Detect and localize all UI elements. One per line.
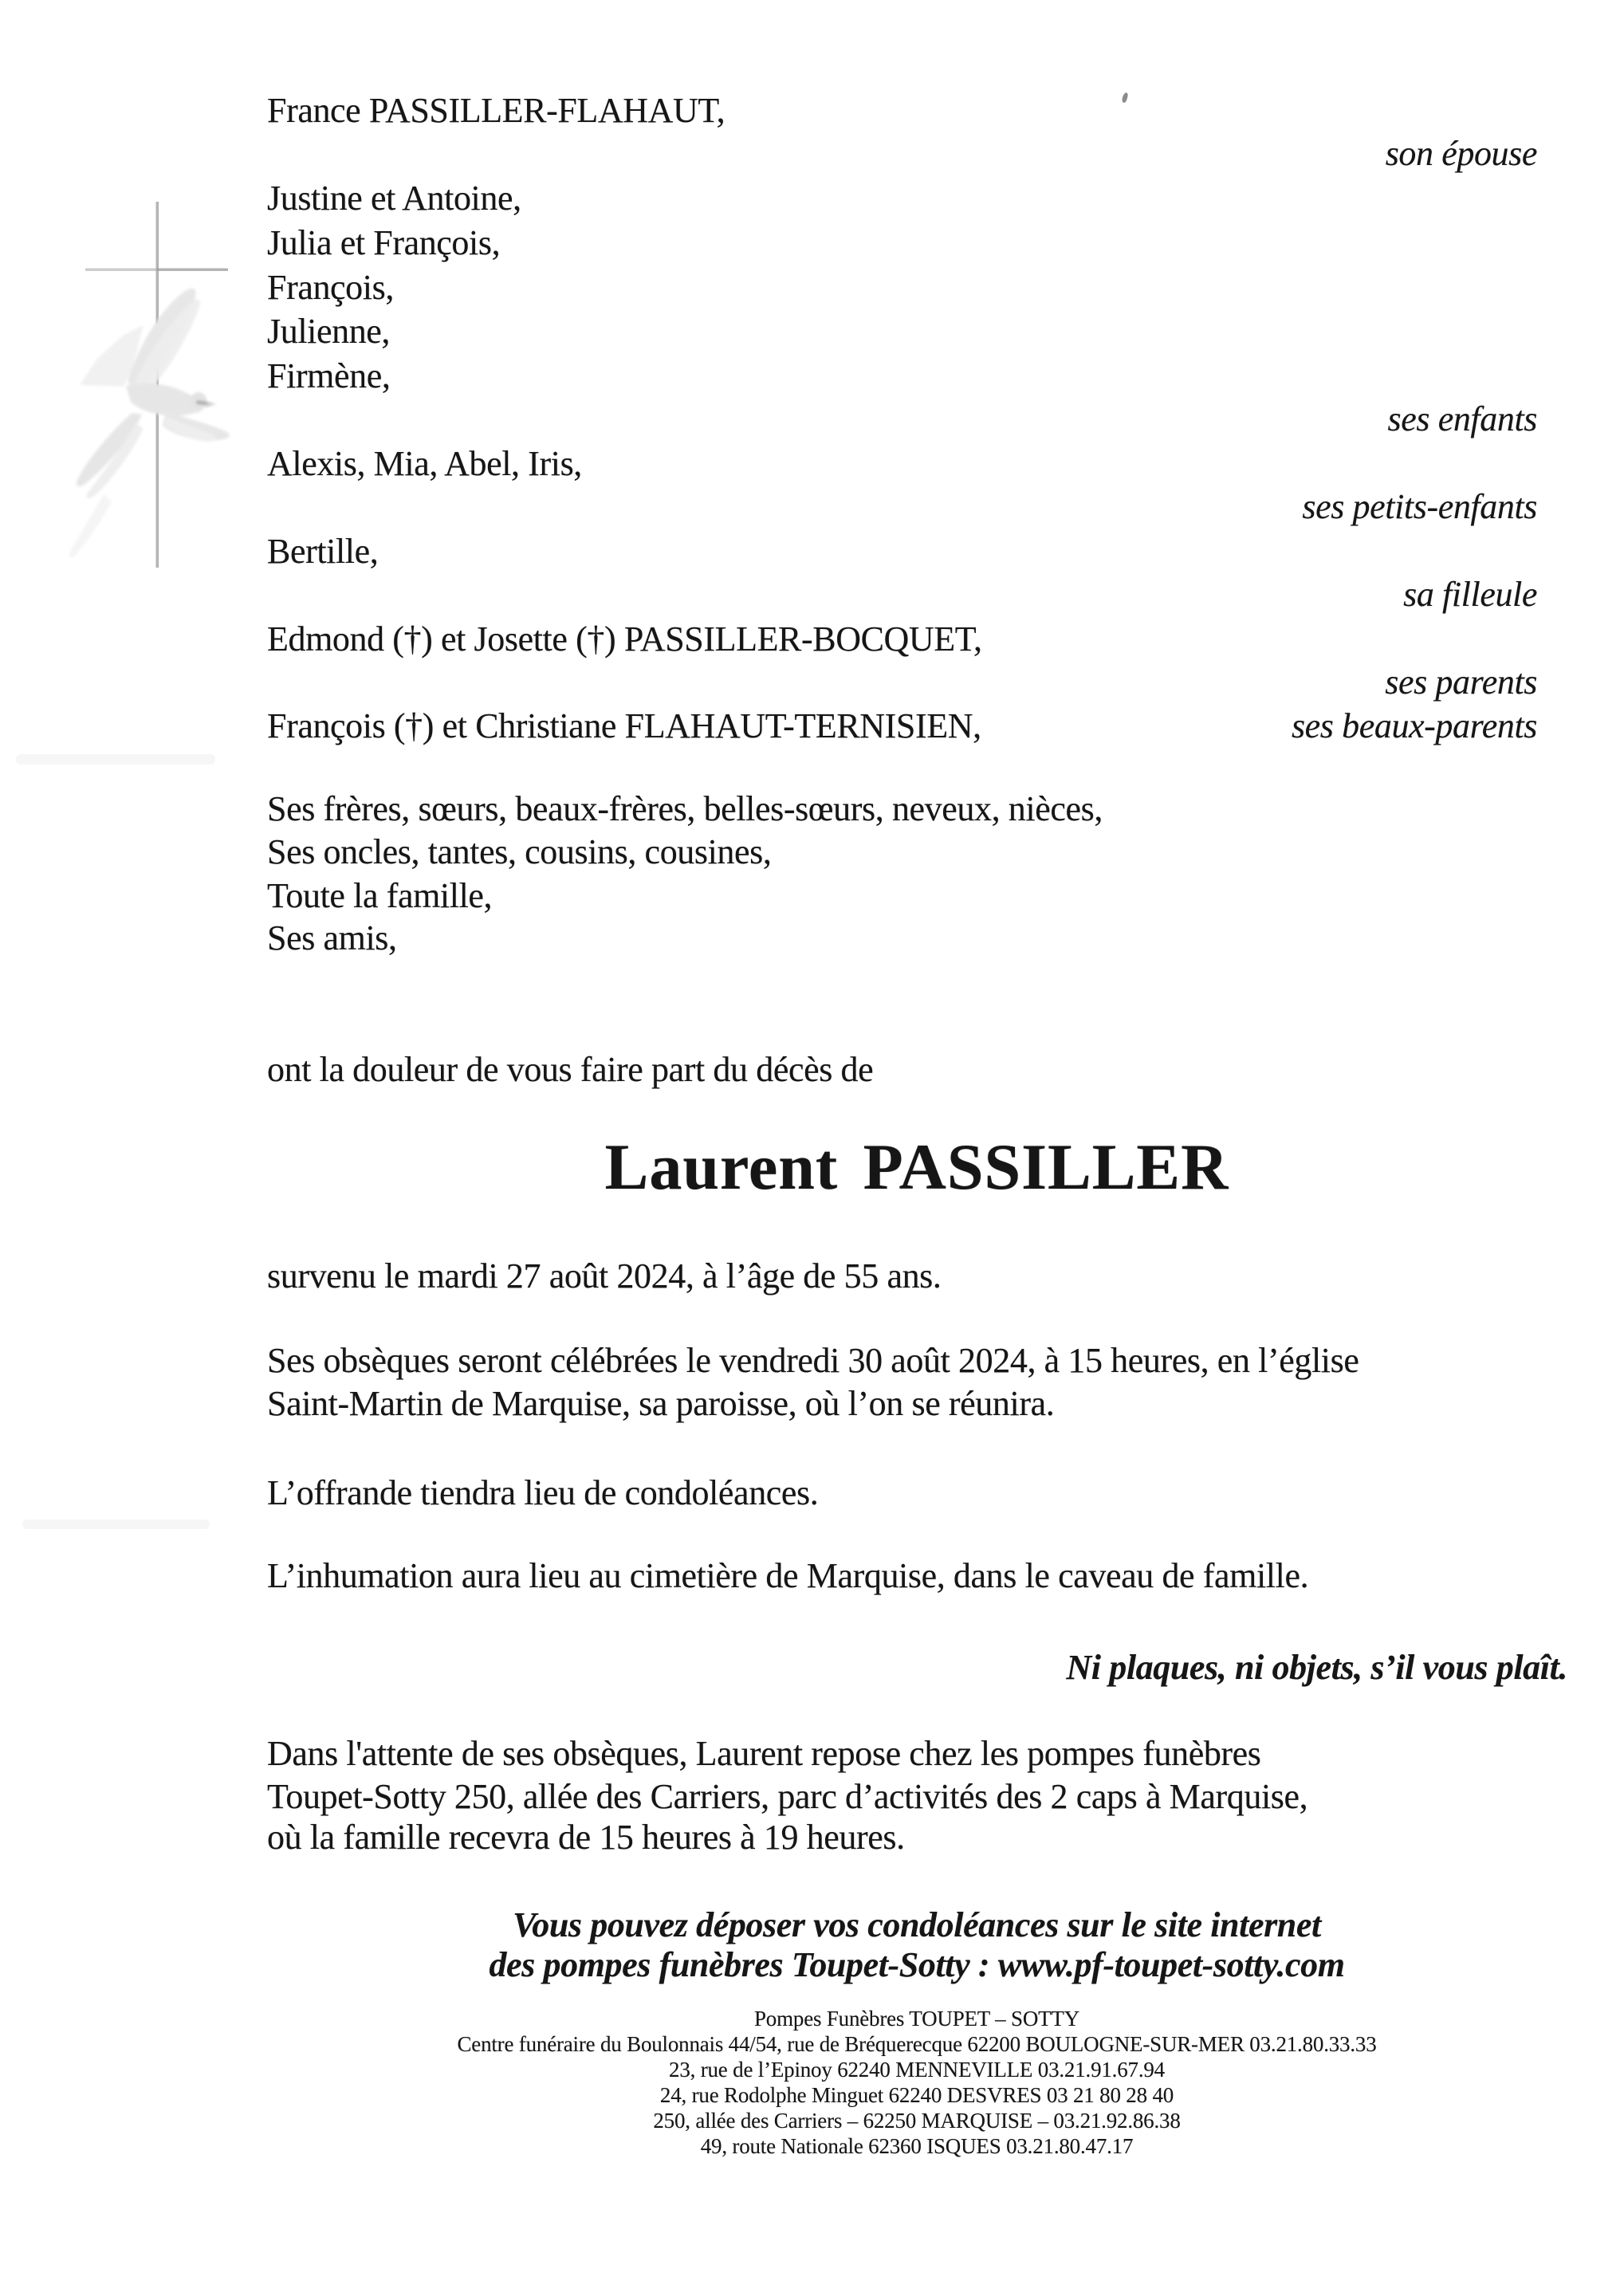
- cross-and-dove-watermark: [48, 191, 271, 590]
- relation-label-spouse: son épouse: [1385, 134, 1537, 173]
- child-name: Justine et Antoine,: [267, 179, 521, 218]
- funeral-home-location: Centre funéraire du Boulonnais 44/54, rue de Bréquerecque 62200 BOULOGNE-SUR-MER 03.21.80.33.33: [457, 2032, 1377, 2056]
- relation-label-children: ses enfants: [1387, 399, 1537, 438]
- parents-names: Edmond (†) et Josette (†) PASSILLER-BOCQUET,: [267, 619, 982, 659]
- visitation-line: où la famille recevra de 15 heures à 19 heures.: [267, 1818, 905, 1857]
- parents-in-law-names: François (†) et Christiane FLAHAUT-TERNISIEN,: [267, 706, 981, 745]
- funeral-home-footer: [267, 2006, 1567, 2159]
- burial-line: L’inhumation aura lieu au cimetière de Marquise, dans le caveau de famille.: [267, 1556, 1309, 1595]
- funeral-home-location: 49, route Nationale 62360 ISQUES 03.21.80.47.17: [700, 2134, 1134, 2158]
- relatives-line: Toute la famille,: [267, 876, 493, 915]
- announcement-intro: ont la douleur de vous faire part du décès de: [267, 1050, 874, 1089]
- spouse-name: France PASSILLER-FLAHAUT,: [267, 91, 725, 130]
- no-plaques-request: Ni plaques, ni objets, s’il vous plaît.: [1066, 1648, 1567, 1687]
- funeral-home-name: Pompes Funèbres TOUPET – SOTTY: [753, 2007, 1080, 2031]
- child-name: Julia et François,: [267, 223, 501, 262]
- goddaughter-name: Bertille,: [267, 532, 379, 571]
- dove-icon: [69, 289, 230, 558]
- online-condolences-line: Vous pouvez déposer vos condoléances sur le site internet: [513, 1905, 1321, 1944]
- relatives-line: Ses oncles, tantes, cousins, cousines,: [267, 832, 772, 871]
- relation-label-parents-in-law: ses beaux-parents: [1291, 706, 1537, 745]
- ceremony-line: Ses obsèques seront célébrées le vendredi 30 août 2024, à 15 heures, en l’église: [267, 1341, 1359, 1380]
- relatives-line: Ses frères, sœurs, beaux-frères, belles-sœurs, neveux, nièces,: [267, 789, 1103, 828]
- deceased-name: Laurent PASSILLER: [604, 1130, 1229, 1203]
- ceremony-line: Saint-Martin de Marquise, sa paroisse, où l’on se réunira.: [267, 1384, 1055, 1423]
- child-name: François,: [267, 268, 394, 307]
- visitation-line: Toupet-Sotty 250, allée des Carriers, parc d’activités des 2 caps à Marquise,: [267, 1777, 1308, 1816]
- funeral-home-location: 250, allée des Carriers – 62250 MARQUISE – 03.21.92.86.38: [653, 2109, 1181, 2133]
- online-condolences-url-line: des pompes funèbres Toupet-Sotty : www.pf-toupet-sotty.com: [489, 1945, 1345, 1984]
- relation-label-goddaughter: sa filleule: [1403, 575, 1537, 614]
- grandchildren-names: Alexis, Mia, Abel, Iris,: [267, 444, 582, 483]
- scan-speck: [1122, 92, 1129, 103]
- death-info: survenu le mardi 27 août 2024, à l’âge de 55 ans.: [267, 1256, 942, 1295]
- scan-streak: [16, 754, 215, 765]
- child-name: Firmène,: [267, 356, 391, 395]
- child-name: Julienne,: [267, 312, 391, 351]
- offering-line: L’offrande tiendra lieu de condoléances.: [267, 1473, 819, 1512]
- scan-streak: [22, 1520, 210, 1529]
- funeral-home-location: 24, rue Rodolphe Minguet 62240 DESVRES 03 21 80 28 40: [659, 2083, 1174, 2107]
- visitation-line: Dans l'attente de ses obsèques, Laurent repose chez les pompes funèbres: [267, 1734, 1261, 1773]
- funeral-home-location: 23, rue de l’Epinoy 62240 MENNEVILLE 03.21.91.67.94: [669, 2058, 1165, 2082]
- relation-label-grandchildren: ses petits-enfants: [1302, 487, 1537, 526]
- relation-label-parents: ses parents: [1385, 662, 1537, 702]
- relatives-line: Ses amis,: [267, 918, 397, 957]
